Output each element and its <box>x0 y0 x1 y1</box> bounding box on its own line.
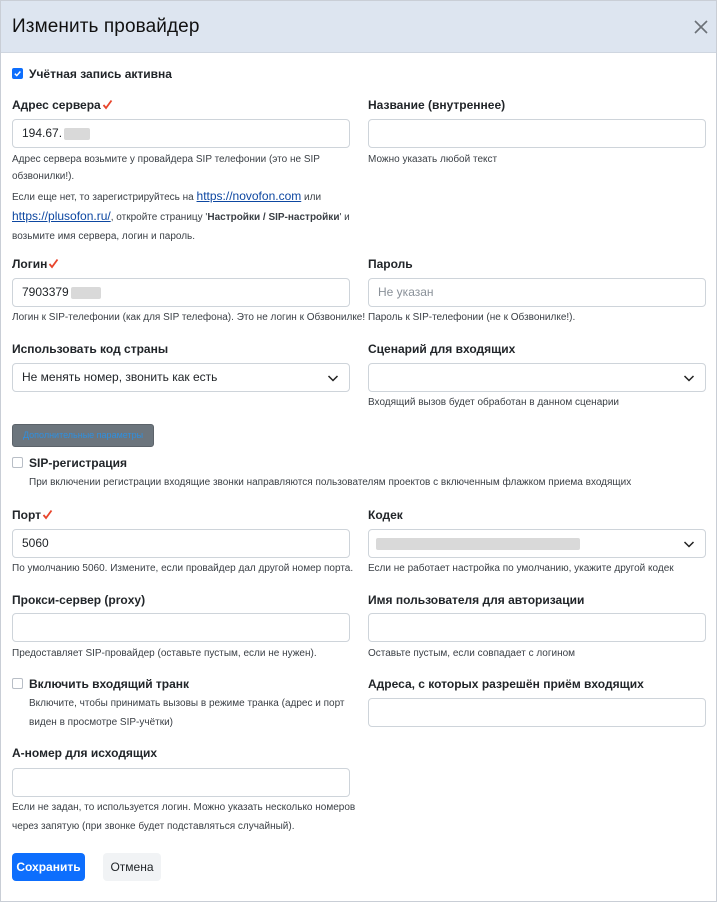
server-help-text: или <box>301 192 322 203</box>
sip-registration-checkbox[interactable] <box>12 457 23 468</box>
allowed-addresses-input[interactable] <box>368 698 706 727</box>
modal-header <box>1 1 716 53</box>
server-help-text: , откройте страницу ' <box>110 212 208 223</box>
port-input[interactable]: 5060 <box>12 529 350 558</box>
incoming-trunk-help-line-1: Включите, чтобы принимать вызовы в режиме транка (адрес и порт <box>29 698 345 709</box>
novofon-link[interactable]: https://novofon.com <box>196 189 302 203</box>
server-address-input[interactable] <box>12 119 350 148</box>
incoming-scenario-label: Сценарий для входящих <box>368 342 516 356</box>
name-input[interactable] <box>368 119 706 148</box>
a-number-help <box>12 798 355 836</box>
redacted-block <box>71 287 101 299</box>
incoming-trunk-help-line-2: виден в просмотре SIP-учётки) <box>29 717 174 728</box>
port-label <box>12 508 53 522</box>
codec-label: Кодек <box>368 508 403 522</box>
sip-settings-path: Настройки / SIP-настройки <box>207 212 340 223</box>
chevron-down-icon <box>683 373 695 383</box>
chevron-down-icon <box>327 373 339 383</box>
codec-help: Если не работает настройка по умолчанию, укажите другой кодек <box>368 563 674 574</box>
a-number-help-line-1: Если не задан, то используется логин. Можно указать несколько номеров <box>12 802 356 813</box>
server-help-text: Если еще нет, то зарегистрируйтесь на <box>12 192 197 203</box>
required-check-icon <box>102 99 113 110</box>
login-label <box>12 257 59 271</box>
advanced-params-button[interactable]: Дополнительные параметры <box>12 424 154 447</box>
incoming-trunk-label: Включить входящий транк <box>29 677 190 691</box>
country-code-value: Не менять номер, звонить как есть <box>22 370 218 384</box>
sip-registration-label: SIP-регистрация <box>29 456 128 470</box>
proxy-input[interactable] <box>12 613 350 642</box>
country-code-label: Использовать код страны <box>12 342 169 356</box>
save-button[interactable]: Сохранить <box>12 853 85 881</box>
a-number-input[interactable] <box>12 768 350 797</box>
server-address-help <box>12 151 357 185</box>
auth-user-help: Оставьте пустым, если совпадает с логином <box>368 648 576 659</box>
required-check-icon <box>42 509 53 520</box>
server-address-label <box>12 98 113 112</box>
login-label-text: Логин <box>12 257 48 271</box>
port-help: По умолчанию 5060. Измените, если провайдер дал другой номер порта. <box>12 563 354 574</box>
server-help-text: возьмите имя сервера, логин и пароль. <box>12 231 196 242</box>
port-label-text: Порт <box>12 508 42 522</box>
sip-registration-help: При включении регистрации входящие звонки направляются пользователям проектов с включенным флажком приема входящих <box>29 477 632 488</box>
login-value: 7903379 <box>22 285 69 299</box>
chevron-down-icon <box>683 539 695 549</box>
required-check-icon <box>48 258 59 269</box>
redacted-block <box>64 128 90 140</box>
login-help: Логин к SIP-телефонии (как для SIP телефона). Это не логин к Обзвонилке! <box>12 312 366 323</box>
server-address-value: 194.67. <box>22 126 63 140</box>
allowed-addresses-label: Адреса, с которых разрешён приём входящих <box>368 677 644 691</box>
incoming-scenario-help: Входящий вызов будет обработан в данном сценарии <box>368 397 619 408</box>
close-icon[interactable] <box>691 17 711 37</box>
incoming-trunk-checkbox[interactable] <box>12 678 23 689</box>
password-help: Пароль к SIP-телефонии (не к Обзвонилке!). <box>368 312 576 323</box>
name-label: Название (внутреннее) <box>368 98 506 112</box>
account-active-label: Учётная запись активна <box>29 67 172 81</box>
login-input[interactable] <box>12 278 350 307</box>
server-help-text: ' и <box>339 212 350 223</box>
a-number-help-line-2: через запятую (при звонке будет подставляться случайный). <box>12 821 295 832</box>
country-code-select[interactable] <box>12 363 350 392</box>
password-input[interactable]: Не указан <box>368 278 706 307</box>
password-label: Пароль <box>368 257 413 271</box>
codec-select[interactable] <box>368 529 706 558</box>
account-active-checkbox[interactable] <box>12 68 23 79</box>
proxy-help: Предоставляет SIP-провайдер (оставьте пустым, если не нужен). <box>12 648 317 659</box>
incoming-trunk-help <box>29 694 345 732</box>
server-help-line-1: Адрес сервера возьмите у провайдера SIP телефонии (это не SIP обзвонилки!). <box>12 154 320 182</box>
proxy-label: Прокси-сервер (proxy) <box>12 593 146 607</box>
server-address-label-text: Адрес сервера <box>12 98 101 112</box>
plusofon-link[interactable]: https://plusofon.ru/ <box>12 209 111 223</box>
cancel-button[interactable]: Отмена <box>103 853 161 881</box>
server-address-help-links <box>12 187 357 246</box>
auth-user-label: Имя пользователя для авторизации <box>368 593 585 607</box>
incoming-scenario-select[interactable] <box>368 363 706 392</box>
modal-title: Изменить провайдер <box>12 16 200 37</box>
auth-user-input[interactable] <box>368 613 706 642</box>
a-number-label: А-номер для исходящих <box>12 746 158 760</box>
name-help: Можно указать любой текст <box>368 154 498 165</box>
redacted-block <box>376 538 580 550</box>
